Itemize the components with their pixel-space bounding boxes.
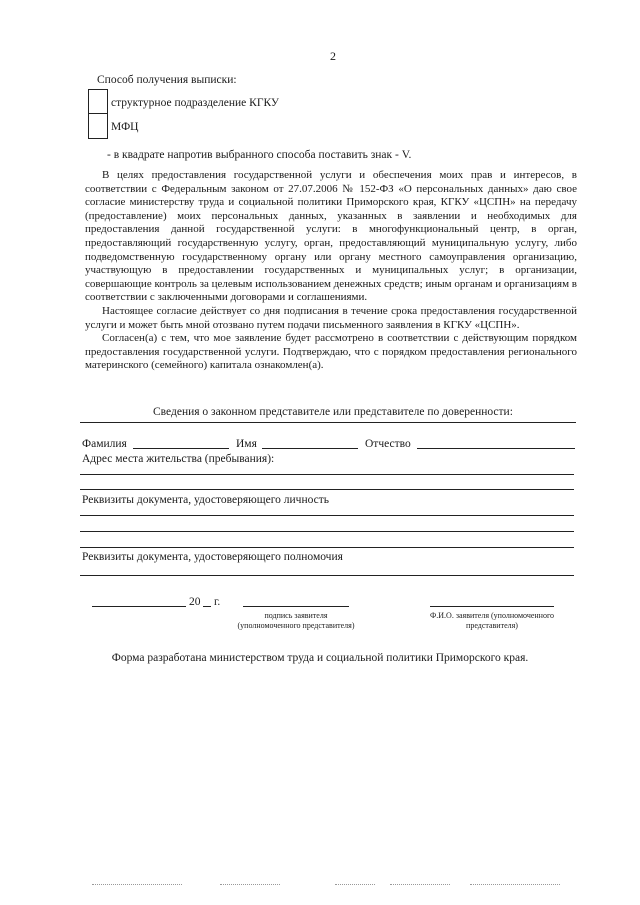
signature-caption: подпись заявителя (уполномоченного представителя) (237, 611, 355, 630)
authority-document-field[interactable] (80, 575, 574, 576)
option-kgku-label: структурное подразделение КГКУ (111, 97, 280, 109)
checkbox-mfc[interactable] (88, 113, 108, 139)
year-field[interactable] (203, 606, 211, 607)
representative-heading: Сведения о законном представителе или представителе по доверенности: (153, 406, 513, 418)
id-document-label: Реквизиты документа, удостоверяющего личность (82, 494, 330, 506)
heading-underline (80, 422, 576, 423)
patronymic-label: Отчество (365, 438, 411, 450)
address-field-line-1[interactable] (80, 474, 574, 475)
receipt-instruction: - в квадрате напротив выбранного способа поставить знак - V. (107, 149, 412, 161)
fio-caption: Ф.И.О. заявителя (уполномоченного представителя) (429, 611, 555, 630)
year-suffix: г. (214, 596, 221, 608)
date-field[interactable] (92, 606, 186, 607)
surname-label: Фамилия (82, 438, 127, 450)
option-mfc-label: МФЦ (111, 121, 139, 133)
form-footer-note: Форма разработана министерством труда и социальной политики Приморского края. (111, 652, 529, 664)
receipt-heading: Способ получения выписки: (97, 74, 237, 86)
consent-text (85, 169, 577, 373)
consent-paragraph-1: В целях предоставления государственной услуги и обеспечения моих прав и интересов, в соответствии с Федеральным законом от 27.07.2006 № 152-ФЗ «О персональных данных» даю свое согласие министерству труда и социальной политики Приморского края, КГКУ «ЦСПН» на передачу (предоставление) моих персональных данных, указанных в заявлении и необходимых для предоставления данной государственной услуги: в многофункциональный центр, в орган, предоставляющий государственную услугу, орган, предоставляющий муниципальную услугу, либо подведомственную государственному органу или органу местного самоуправления организацию, участвующую в предоставлении государственных и муниципальных услуг; в организации, совершающие контроль за целевым использованием денежных средств; иным органам и организациям в соответствии с заключенными договорами и соглашениями. (85, 169, 577, 304)
scan-artifact (390, 884, 450, 885)
year-prefix: 20 (189, 596, 201, 608)
scan-artifact (220, 884, 280, 885)
scan-artifact (470, 884, 560, 885)
scan-artifact (335, 884, 375, 885)
authority-document-label: Реквизиты документа, удостоверяющего полномочия (82, 551, 343, 563)
address-label: Адрес места жительства (пребывания): (82, 453, 275, 465)
checkbox-kgku[interactable] (88, 89, 108, 115)
fio-line[interactable] (430, 606, 554, 607)
id-document-field-line-1[interactable] (80, 515, 574, 516)
consent-paragraph-2: Настоящее согласие действует со дня подписания в течение срока предоставления государственной услуги и может быть мной отозвано путем подачи письменного заявления в КГКУ «ЦСПН». (85, 304, 577, 331)
name-label: Имя (236, 438, 257, 450)
id-document-field-line-3[interactable] (80, 547, 574, 548)
name-field[interactable] (262, 448, 358, 449)
id-document-field-line-2[interactable] (80, 531, 574, 532)
scan-artifact (92, 884, 182, 885)
address-field-line-2[interactable] (80, 489, 574, 490)
patronymic-field[interactable] (417, 448, 575, 449)
page-number: 2 (330, 49, 336, 63)
surname-field[interactable] (133, 448, 229, 449)
signature-line[interactable] (243, 606, 349, 607)
consent-paragraph-3: Согласен(а) с тем, что мое заявление будет рассмотрено в соответствии с действующим порядком предоставления государственной услуги. Подтверждаю, что с порядком предоставления регионального материнского (семейного) капитала ознакомлен(а). (85, 332, 577, 372)
